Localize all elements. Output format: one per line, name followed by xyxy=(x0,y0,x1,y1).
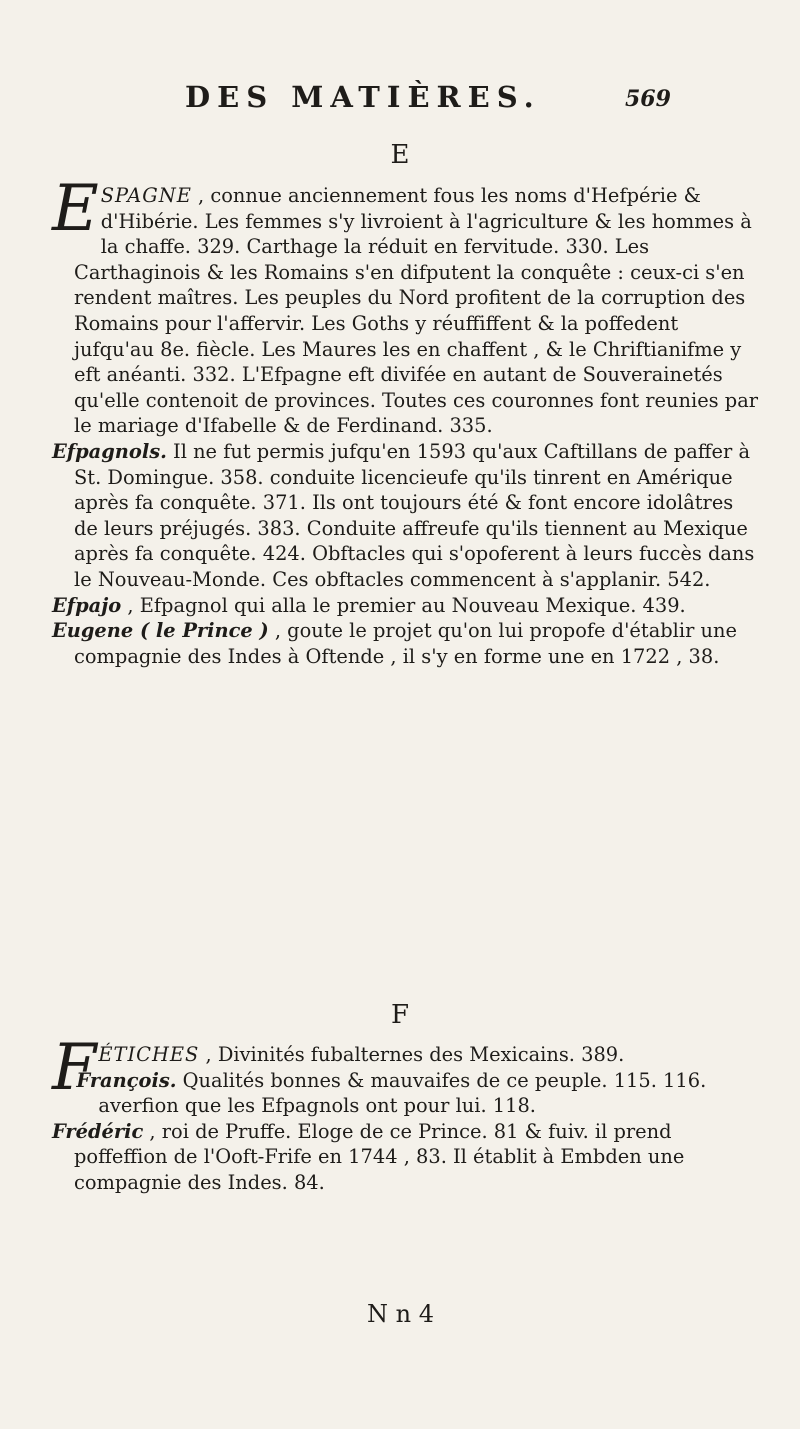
entry-head: Frédéric xyxy=(52,1119,144,1143)
index-section-f xyxy=(52,1031,760,1196)
entry-head: Eugene ( le Prince ) xyxy=(52,619,269,643)
entry-text: , connue anciennement fous les noms d'Hefpérie & d'Hibérie. Les femmes s'y livroient à l'agriculture & les hommes à la chaffe. 329. Carthage la réduit en fervitude. 330. Les Carthaginois & les Romains s'en difputent la conquête : ceux-ci s'en rendent maîtres. Les peuples du Nord profitent de la corruption des Romains pour l'affervir. Les Goths y réuffiffent & la poffedent jufqu'au 8e. fiècle. Les Maures les en chaffent , & le Chriftianifme y eft anéanti. 332. L'Efpagne eft divifée en autant de Souverainetés qu'elle contenoit de provinces. Toutes ces couronnes font reunies par le mariage d'Ifabelle & de Ferdinand. 335. xyxy=(74,184,759,438)
index-entry xyxy=(52,439,760,593)
entry-text: Qualités bonnes & mauvaifes de ce peuple. 115. 116. averfion que les Efpagnols ont pour lui. 118. xyxy=(98,1068,707,1118)
entry-head: Efpajo xyxy=(52,593,122,617)
drop-cap: F xyxy=(52,1031,97,1105)
section-letter-f: F xyxy=(390,1000,410,1030)
running-title: DES MATIÈRES. xyxy=(185,80,541,114)
entry-head: ÉTICHES xyxy=(98,1043,200,1066)
entry-head: Efpagnols. xyxy=(52,439,167,463)
index-entry xyxy=(52,172,760,439)
running-head xyxy=(0,80,800,120)
page-number: 569 xyxy=(625,86,671,112)
index-entry xyxy=(52,1119,760,1196)
entry-text: , goute le projet qu'on lui propofe d'établir une compagnie des Indes à Oftende , il s'y en forme une en 1722 , 38. xyxy=(74,619,737,668)
section-letter-e: E xyxy=(390,140,410,170)
index-entry xyxy=(52,593,760,619)
index-section-e xyxy=(52,172,760,669)
drop-cap: E xyxy=(52,172,99,246)
index-entry xyxy=(52,618,760,669)
entry-head: SPAGNE xyxy=(100,184,192,207)
entry-text: Il ne fut permis jufqu'en 1593 qu'aux Caftillans de paffer à St. Domingue. 358. conduite licencieufe qu'ils tinrent en Amérique après fa conquête. 371. Ils ont toujours été & font encore idolâtres de leurs préjugés. 383. Conduite affreufe qu'ils tiennent au Mexique après fa conquête. 424. Obftacles qui s'opoferent à leurs fuccès dans le Nouveau-Monde. Ces obftacles commencent à s'applanir. 542. xyxy=(74,439,755,591)
entry-text: , roi de Pruffe. Eloge de ce Prince. 81 & fuiv. il prend poffeffion de l'Ooft-Frife en 1744 , 83. Il établit à Embden une compagnie des Indes. 84. xyxy=(74,1119,685,1194)
index-entry xyxy=(52,1068,760,1119)
entry-head: François. xyxy=(76,1068,177,1092)
entry-text: , Efpagnol qui alla le premier au Nouveau Mexique. 439. xyxy=(121,593,686,617)
entry-text: , Divinités fubalternes des Mexicains. 389. xyxy=(199,1043,625,1066)
signature-mark: N n 4 xyxy=(367,1300,434,1328)
